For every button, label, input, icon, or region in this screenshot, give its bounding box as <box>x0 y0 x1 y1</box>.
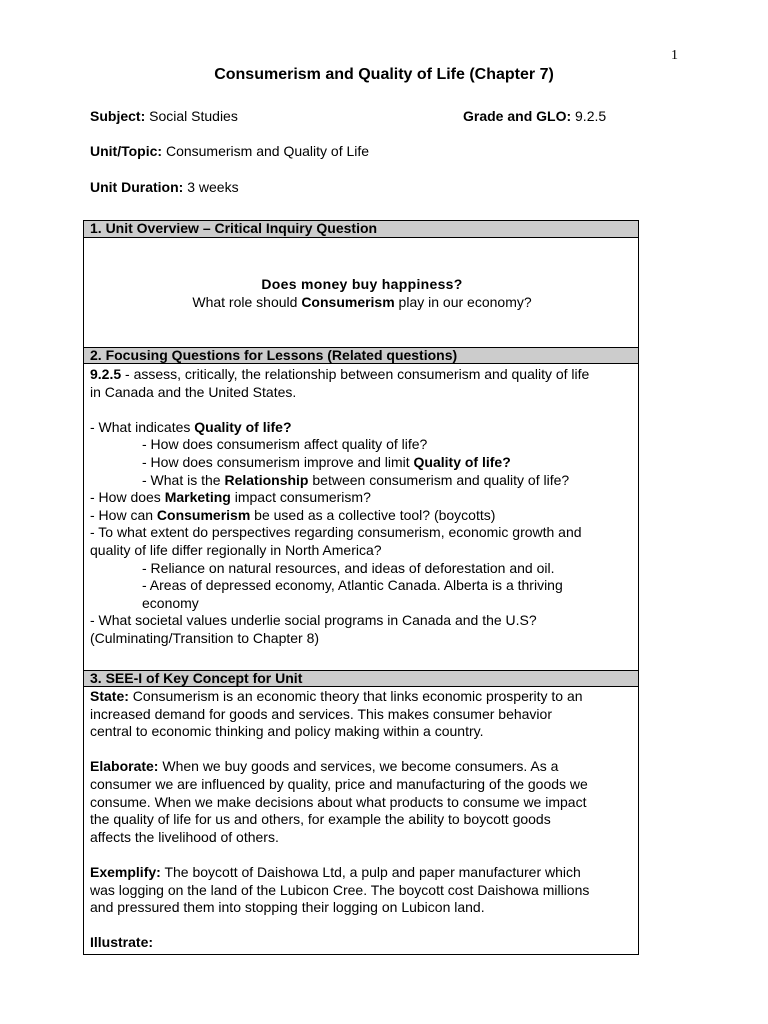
unit-topic-line <box>90 143 369 159</box>
question-regional: - To what extent do perspectives regarding consumerism, economic growth and <box>90 524 582 541</box>
subject-line <box>90 108 238 124</box>
inquiry-question <box>90 276 634 311</box>
inquiry-question-main: Does money buy happiness? <box>261 276 463 292</box>
unit-duration-value: 3 weeks <box>187 179 239 195</box>
page-number: 1 <box>671 48 678 63</box>
grade-label: Grade and GLO: <box>463 108 572 124</box>
exemplify-line: Exemplify: The boycott of Daishowa Ltd, a pulp and paper manufacturer which <box>90 863 581 880</box>
section-3-heading: 3. SEE-I of Key Concept for Unit <box>84 670 638 687</box>
question-quality-of-life: - What indicates Quality of life? <box>90 418 292 435</box>
question-marketing: - How does Marketing impact consumerism? <box>90 489 371 506</box>
unit-duration-line <box>90 179 239 195</box>
grade-value: 9.2.5 <box>575 108 607 124</box>
unit-topic-value: Consumerism and Quality of Life <box>165 143 370 159</box>
unit-duration-label: Unit Duration: <box>90 179 184 195</box>
section-2-heading: 2. Focusing Questions for Lessons (Related questions) <box>84 347 638 364</box>
subject-value: Social Studies <box>149 108 238 124</box>
section-1-heading: 1. Unit Overview – Critical Inquiry Question <box>84 221 638 238</box>
grade-line <box>463 108 606 124</box>
question-societal-values: - What societal values underlie social programs in Canada and the U.S? <box>90 612 537 629</box>
focusing-questions: 9.2.5 - assess, critically, the relationship between consumerism and quality of life in Canada and the United States. - What indicates Quality of life? - How does consumerism affect quality of life? - How does consumerism improve and limit Quality of life? - What is the Relationship between consumerism and quality of life? - How does Marketing impact consumerism? - How can Consumerism be used as a collective tool? (boycotts) - To what extent do perspectives regarding consumerism, economic growth and quality of life differ regionally in North America? - Reliance on natural resources, and ideas of deforestation and oil. - Areas of depressed economy, Atlantic Canada. Alberta is a thriving economy - What societal values underlie social programs in Canada and the U.S? (Culminating/Transition to Chapter 8) <box>90 366 634 648</box>
state-line: State: Consumerism is an economic theory that links economic prosperity to an <box>90 688 583 704</box>
document-title: Consumerism and Quality of Life (Chapter 7) <box>214 66 554 83</box>
inquiry-question-sub: What role should Consumerism play in our economy? <box>192 293 532 310</box>
illustrate-line: Illustrate: <box>90 934 154 951</box>
elaborate-line: Elaborate: When we buy goods and services, we become consumers. As a <box>90 758 559 775</box>
unit-plan-table <box>83 220 639 955</box>
subject-label: Subject: <box>90 108 146 124</box>
see-i-concept: State: Consumerism is an economic theory that links economic prosperity to an increased demand for goods and services. This makes consumer behavior central to economic thinking and policy making within a country. Elaborate: When we buy goods and services, we become consumers. As a consumer we are influenced by quality, price and manufacturing of the goods we consume. When we make decisions about what products to consume we impact the quality of life for us and others, for example the ability to boycott goods affects the livelihood of others. Exemplify: The boycott of Daishowa Ltd, a pulp and paper manufacturer which was logging on the land of the Lubicon Cree. The boycott cost Daishowa millions and pressured them into stopping their logging on Lubicon land. Illustrate: <box>90 688 634 952</box>
unit-topic-label: Unit/Topic: <box>90 143 163 159</box>
question-collective-tool: - How can Consumerism be used as a collective tool? (boycotts) <box>90 506 496 523</box>
outcome-line: 9.2.5 - assess, critically, the relationship between consumerism and quality of life <box>90 366 590 382</box>
